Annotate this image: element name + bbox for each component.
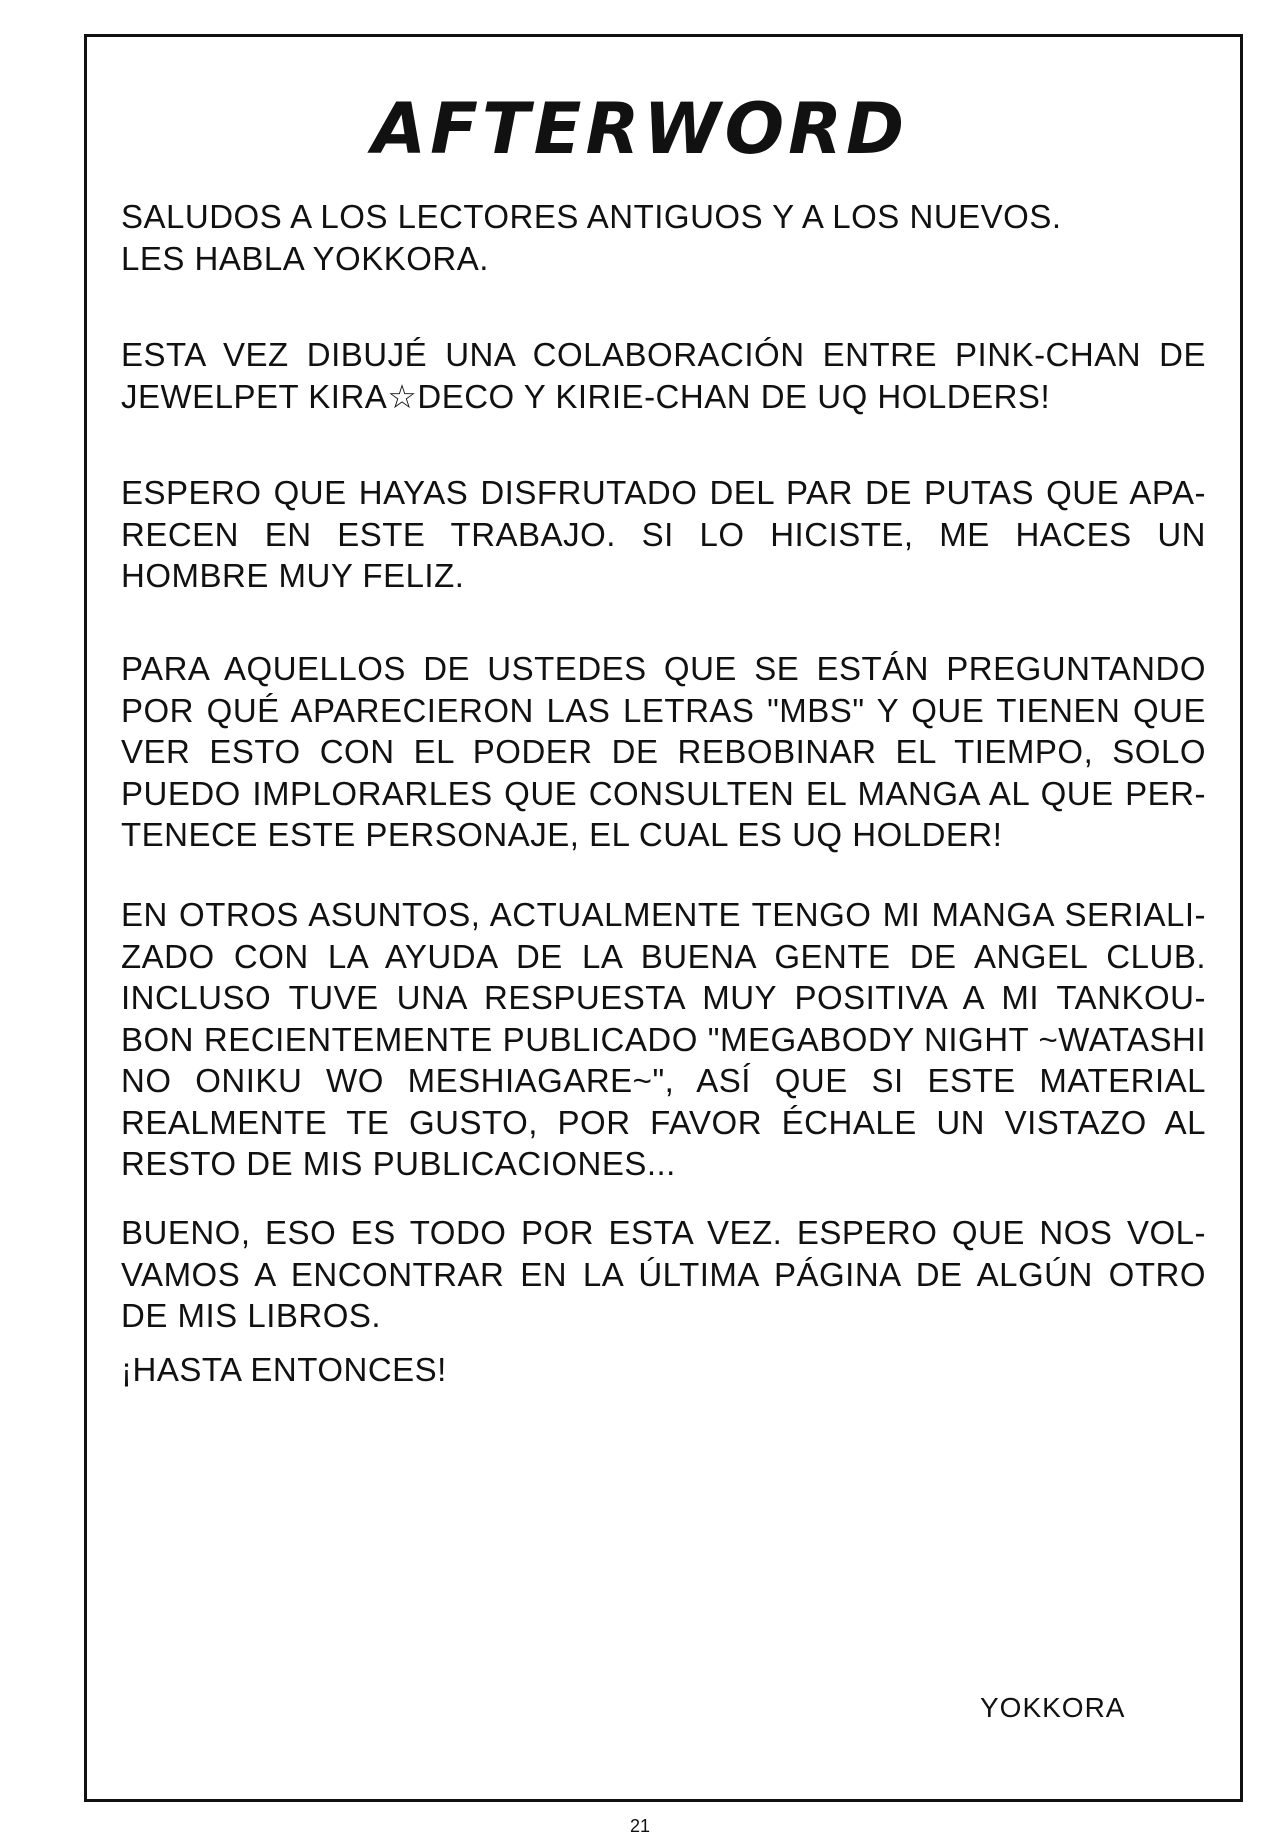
paragraph-other-matters [121,894,1206,1185]
text-line: VER ESTO CON EL PODER DE REBOBINAR EL TIEMPO, SOLO [121,733,1206,770]
text-line: RECEN EN ESTE TRABAJO. SI LO HICISTE, ME HACES UN [121,515,1206,553]
afterword-title: AFTERWORD [371,88,909,170]
text-line: INCLUSO TUVE UNA RESPUESTA MUY POSITIVA A MI TANKOU- [121,979,1206,1016]
paragraph-collaboration [121,334,1206,417]
text-line: RESTO DE MIS PUBLICACIONES... [121,1145,676,1182]
paragraph-mbs-explanation [121,648,1206,856]
text-line: BUENO, ESO ES TODO POR ESTA VEZ. ESPERO QUE NOS VOL- [121,1214,1206,1251]
page-number: 21 [629,1816,651,1836]
paragraph-farewell [121,1349,1206,1391]
text-line: VAMOS A ENCONTRAR EN LA ÚLTIMA PÁGINA DE ALGÚN OTRO [121,1255,1206,1293]
text-line: POR QUÉ APARECIERON LAS LETRAS "MBS" Y QUE TIENEN QUE [121,691,1206,729]
text-line: PARA AQUELLOS DE USTEDES QUE SE ESTÁN PREGUNTANDO [121,650,1206,687]
text-line: ESPERO QUE HAYAS DISFRUTADO DEL PAR DE PUTAS QUE APA- [121,474,1206,511]
author-signature: YOKKORA [980,1692,1126,1723]
paragraph-greeting [121,196,1206,279]
text-line: EN OTROS ASUNTOS, ACTUALMENTE TENGO MI MANGA SERIALI- [121,896,1206,933]
text-line: LES HABLA YOKKORA. [121,239,489,277]
text-line: PUEDO IMPLORARLES QUE CONSULTEN EL MANGA AL QUE PER- [121,774,1206,812]
text-line: SALUDOS A LOS LECTORES ANTIGUOS Y A LOS NUEVOS. [121,198,1062,235]
text-line: ZADO CON LA AYUDA DE LA BUENA GENTE DE ANGEL CLUB. [121,937,1206,975]
text-line: HOMBRE MUY FELIZ. [121,557,465,594]
text-line: REALMENTE TE GUSTO, POR FAVOR ÉCHALE UN VISTAZO AL [121,1103,1206,1141]
text-line: ESTA VEZ DIBUJÉ UNA COLABORACIÓN ENTRE PINK-CHAN DE [121,336,1206,373]
paragraph-hope [121,472,1206,597]
text-line: ¡HASTA ENTONCES! [121,1351,447,1388]
paragraph-closing [121,1212,1206,1337]
text-line: JEWELPET KIRA☆DECO Y KIRIE-CHAN DE UQ HOLDERS! [121,377,1051,415]
text-line: DE MIS LIBROS. [121,1297,382,1334]
text-line: NO ONIKU WO MESHIAGARE~", ASÍ QUE SI ESTE MATERIAL [121,1062,1206,1099]
text-line: BON RECIENTEMENTE PUBLICADO "MEGABODY NIGHT ~WATASHI [121,1020,1206,1058]
text-line: TENECE ESTE PERSONAJE, EL CUAL ES UQ HOLDER! [121,816,1003,853]
